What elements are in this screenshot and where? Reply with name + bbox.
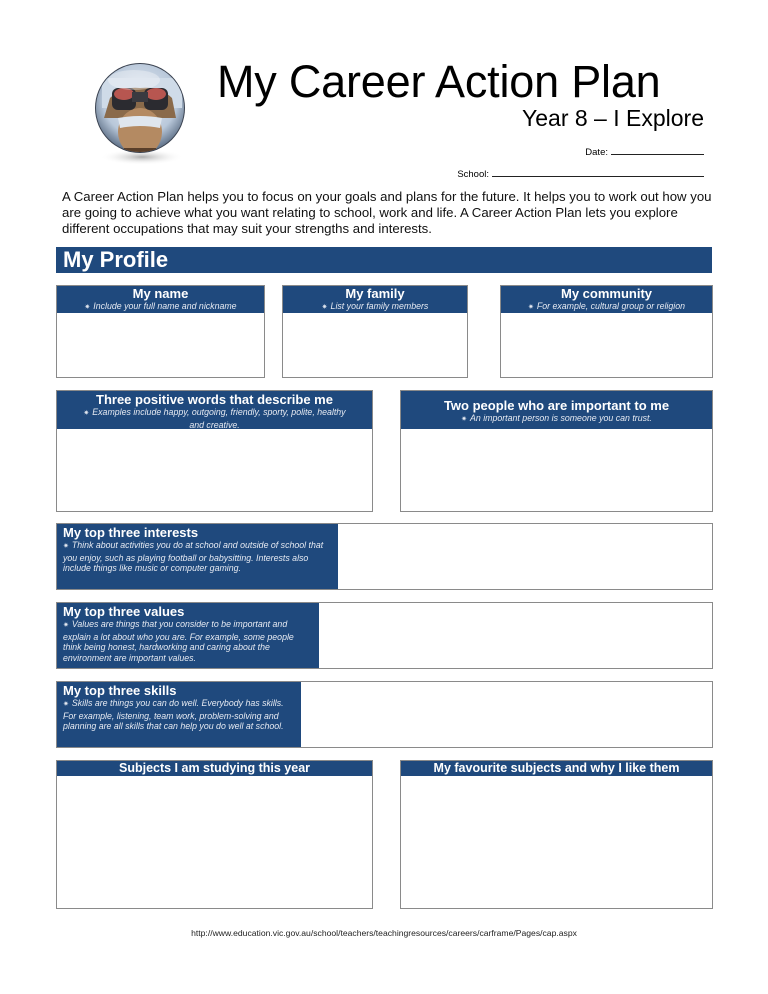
star-bullet-icon: ✷ [63,543,69,550]
my-name-header [57,286,264,313]
three-positive-words-box[interactable] [56,390,373,512]
footer-url[interactable]: http://www.education.vic.gov.au/school/teachers/teachingresources/careers/carframe/Pages/cap.aspx [191,928,577,938]
favourite-subjects-box[interactable] [400,760,713,909]
star-bullet-icon: ✷ [321,304,328,311]
my-community-hint: For example, cultural group or religion [536,301,686,311]
my-community-box[interactable] [500,285,713,378]
favourite-subjects-title: My favourite subjects and why I like them [433,761,680,775]
star-bullet-icon: ✷ [527,304,534,311]
my-family-title: My family [345,286,405,301]
star-bullet-icon: ✷ [63,701,69,708]
section-title-my-profile: My Profile [56,247,712,273]
my-name-box[interactable] [56,285,265,378]
two-important-people-header [401,391,712,429]
top-three-values-header [57,603,319,668]
top-three-skills-header [57,682,301,747]
my-community-header [501,286,712,313]
three-positive-words-hint: Examples include happy, outgoing, friendly, sporty, polite, healthy and creative. [92,407,346,430]
intro-paragraph: A Career Action Plan helps you to focus on your goals and plans for the future. It helps you to work out how you are going to achieve what you want relating to school, work and life. A Career Action Plan lets you explore different occupations that may suit your strengths and interests. [62,189,712,236]
school-blank-line[interactable] [492,167,704,177]
top-three-skills-hint: Skills are things you can do well. Everybody has skills. For example, listening, team work, problem-solving and planning are all skills that can help you do well at school. [63,698,284,732]
star-bullet-icon: ✷ [63,622,69,629]
my-family-box[interactable] [282,285,468,378]
top-three-interests-hint: Think about activities you do at school and outside of school that you enjoy, such as playing football or babysitting. Interests also include things like music or computer gaming. [63,540,324,574]
binoculars-child-logo-icon [72,58,202,168]
my-name-hint: Include your full name and nickname [93,301,237,311]
top-three-values-title: My top three values [63,604,185,619]
date-label: Date: [585,147,608,158]
two-important-people-box[interactable] [400,390,713,512]
top-three-interests-title: My top three interests [63,525,199,540]
top-three-interests-header [57,524,338,589]
subjects-studying-title: Subjects I am studying this year [118,761,311,775]
subjects-studying-box[interactable] [56,760,373,909]
three-positive-words-header [57,391,372,429]
three-positive-words-title: Three positive words that describe me [96,392,333,407]
my-family-hint: List your family members [330,301,429,311]
two-important-people-hint: An important person is someone you can trust. [469,413,652,423]
top-three-values-hint: Values are things that you consider to be important and explain a lot about who you are. For example, some people think being honest, hardworking and caring about the environment are important values. [63,619,294,663]
my-family-header [283,286,467,313]
date-blank-line[interactable] [611,145,704,155]
school-field[interactable] [457,167,704,180]
my-community-title: My community [560,286,652,301]
star-bullet-icon: ✷ [461,416,467,423]
date-field[interactable] [585,145,704,158]
my-name-title: My name [132,286,189,301]
top-three-interests-box[interactable] [56,523,713,590]
subjects-studying-header [57,761,372,776]
school-label: School: [457,169,489,180]
top-three-skills-title: My top three skills [63,683,177,698]
page-subtitle: Year 8 – I Explore [522,105,704,131]
star-bullet-icon: ✷ [83,410,90,417]
favourite-subjects-header [401,761,712,776]
star-bullet-icon: ✷ [84,304,91,311]
top-three-skills-box[interactable] [56,681,713,748]
top-three-values-box[interactable] [56,602,713,669]
two-important-people-title: Two people who are important to me [443,398,670,413]
page-title: My Career Action Plan [217,56,661,107]
